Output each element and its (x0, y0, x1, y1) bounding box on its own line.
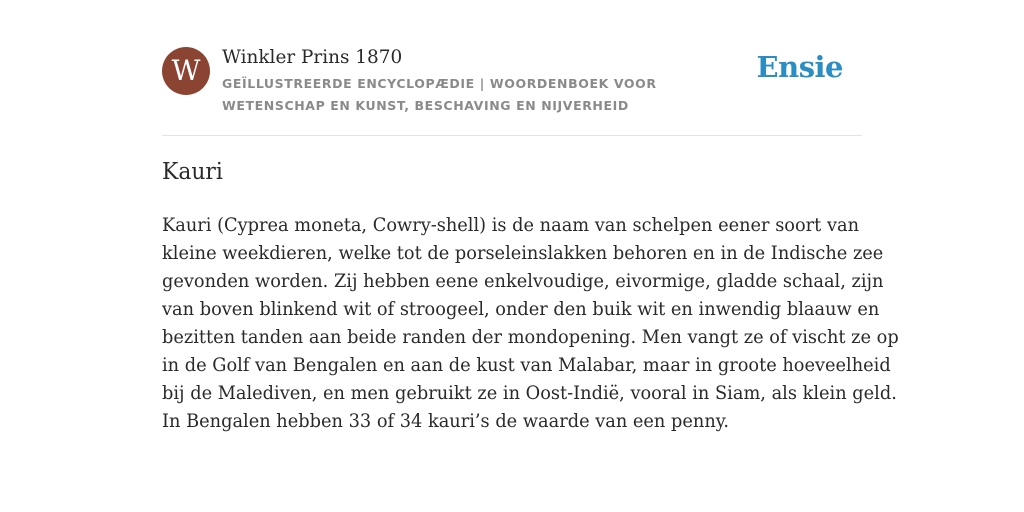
header-divider (162, 135, 862, 136)
source-subtitle: GEÏLLUSTREERDE ENCYCLOPÆDIE | WOORDENBOEK VOOR WETENSCHAP EN KUNST, BESCHAVING EN NIJVERHEID (222, 76, 657, 113)
entry-title: Kauri (162, 159, 223, 185)
source-header (162, 44, 862, 116)
entry-body-line: In Bengalen hebben 33 of 34 kauri’s de waarde van een penny. (162, 411, 730, 432)
entry-body-line: gevonden worden. Zij hebben eene enkelvoudige, eivormige, gladde schaal, zijn (162, 271, 884, 292)
entry-body-line: van boven blinkend wit of stroogeel, onder den buik wit en inwendig blaauw en (162, 299, 880, 320)
entry-body-line: bij de Malediven, en men gebruikt ze in Oost-Indië, vooral in Siam, als klein geld. (162, 383, 897, 404)
entry-body-line: in de Golf van Bengalen en aan de kust van Malabar, maar in groote hoeveelheid (162, 355, 891, 376)
source-avatar[interactable]: W (162, 47, 210, 95)
entry-body-line: bezitten tanden aan beide randen der mondopening. Men vangt ze of vischt ze op (162, 327, 899, 348)
entry-body (162, 212, 899, 436)
entry-body-line: kleine weekdieren, welke tot de porseleinslakken behoren en in de Indische zee (162, 243, 884, 264)
ensie-logo[interactable]: Ensie (756, 50, 843, 84)
source-title[interactable]: Winkler Prins 1870 (222, 46, 403, 68)
entry-body-line: Kauri (Cyprea moneta, Cowry-shell) is de naam van schelpen eener soort van (162, 215, 860, 236)
